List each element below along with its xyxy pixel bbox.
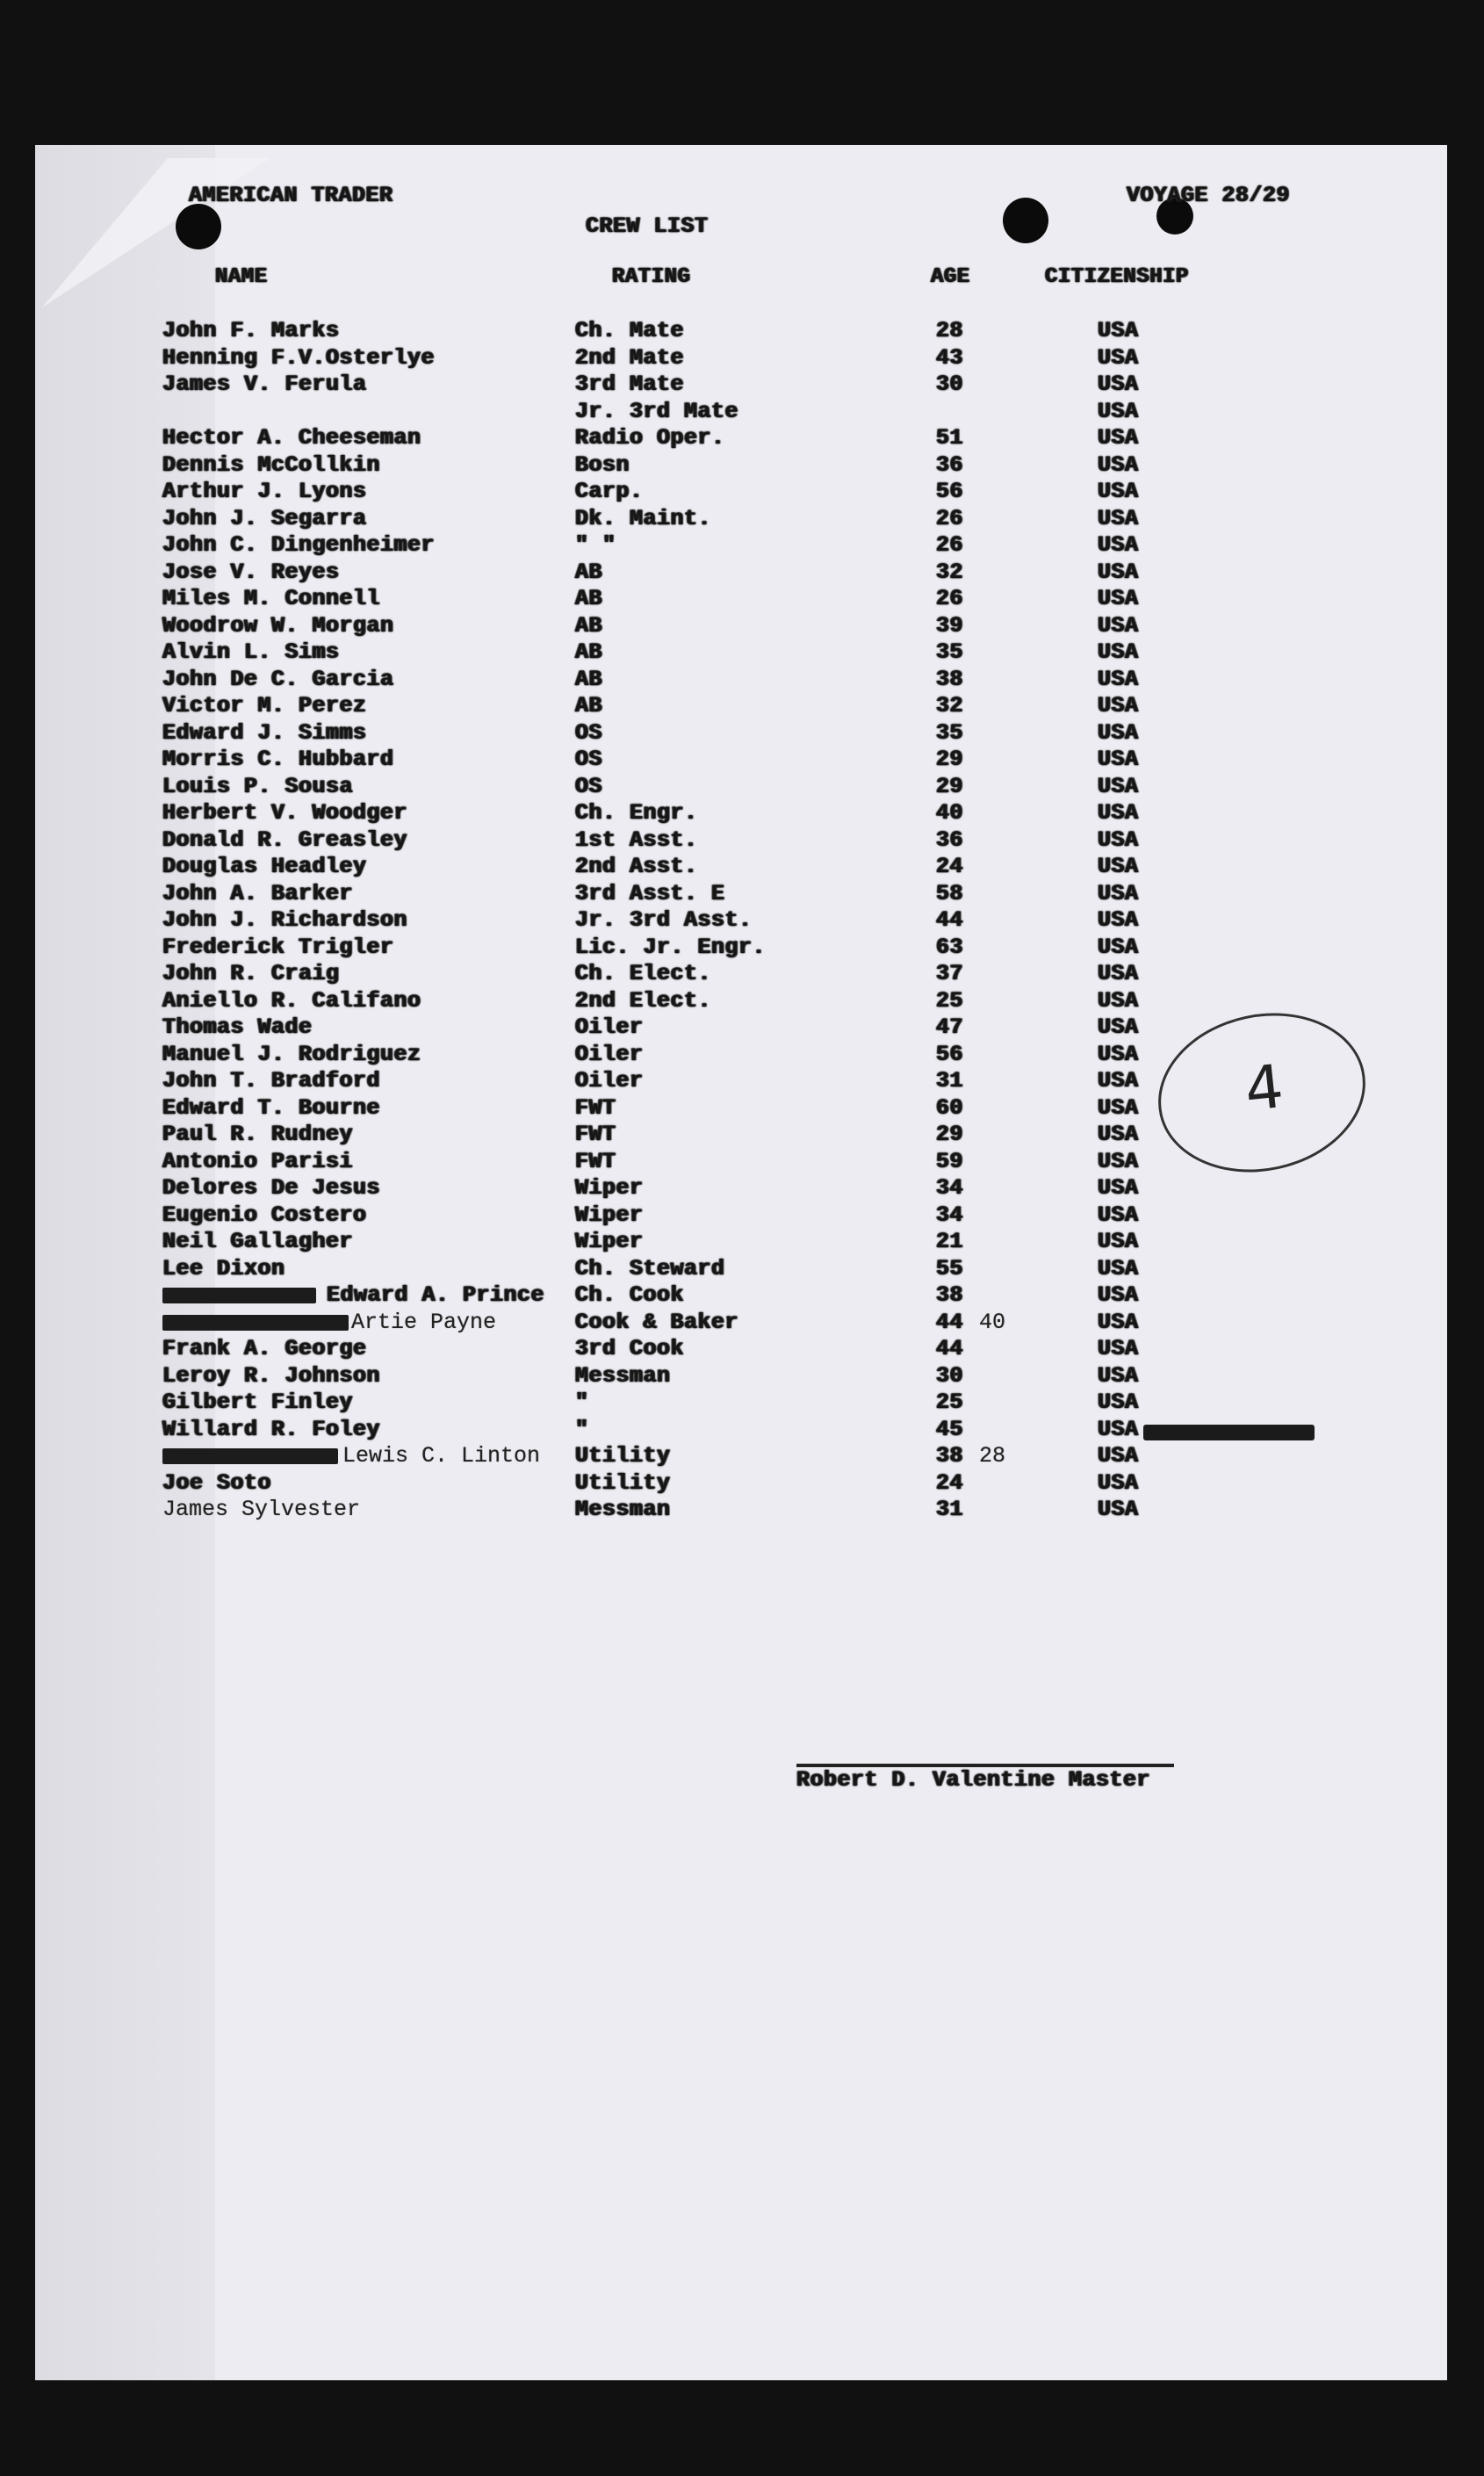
crew-name: Aniello R. Califano (162, 987, 421, 1014)
crew-citizenship: USA (1098, 1175, 1139, 1201)
crew-name: Paul R. Rudney (162, 1122, 354, 1147)
crew-citizenship: USA (1098, 1148, 1139, 1174)
crew-age-corrected: 28 (979, 1443, 1006, 1469)
crew-rating: AB (575, 559, 603, 585)
crew-rating: OS (575, 773, 603, 799)
crew-name: Donald R. Greasley (162, 827, 408, 853)
crew-rating: Bosn (575, 451, 630, 478)
crew-age: 31 (936, 1497, 964, 1522)
crew-rating: FWT (575, 1094, 616, 1121)
ship-name: AMERICAN TRADER (189, 183, 393, 208)
crew-name: Victor M. Perez (162, 693, 367, 718)
crew-citizenship: USA (1098, 318, 1139, 343)
crew-rating: FWT (575, 1148, 616, 1174)
table-row (0, 961, 1484, 987)
crew-rating: Dk. Maint. (575, 505, 712, 531)
crew-citizenship: USA (1098, 773, 1139, 799)
crew-citizenship: USA (1098, 827, 1139, 853)
struck-out-text (162, 1288, 316, 1303)
crew-rating: Messman (575, 1362, 671, 1389)
crew-citizenship: USA (1098, 800, 1139, 826)
crew-age: 21 (936, 1229, 964, 1254)
master-signature: Robert D. Valentine Master (796, 1767, 1151, 1793)
crew-rating: Jr. 3rd Mate (575, 398, 739, 424)
crew-rating: AB (575, 612, 603, 639)
crew-age: 29 (936, 773, 964, 799)
crew-age: 63 (936, 934, 964, 960)
table-row (0, 1256, 1484, 1282)
crew-age: 44 (936, 1309, 964, 1335)
crew-rating: 2nd Elect. (575, 987, 712, 1014)
crew-name: John J. Richardson (162, 907, 408, 933)
table-row (0, 613, 1484, 639)
crew-citizenship: USA (1098, 479, 1139, 504)
crew-age: 29 (936, 1122, 964, 1147)
crew-citizenship: USA (1098, 1336, 1139, 1361)
crew-age: 56 (936, 1041, 964, 1067)
crew-citizenship: USA (1098, 1362, 1139, 1389)
crew-name: Douglas Headley (162, 854, 367, 879)
crew-age: 43 (936, 344, 964, 371)
crew-age-corrected: 40 (979, 1309, 1006, 1335)
crew-citizenship: USA (1098, 747, 1139, 772)
table-row (0, 639, 1484, 666)
crew-name: Lee Dixon (162, 1255, 285, 1281)
crew-name: Artie Payne (351, 1309, 497, 1335)
crew-name: Edward A. Prince (327, 1282, 545, 1308)
crew-age: 38 (936, 666, 964, 692)
voyage-number: VOYAGE 28/29 (1127, 183, 1291, 208)
crew-citizenship: USA (1098, 1390, 1139, 1415)
crew-name: Dennis McCollkin (162, 451, 381, 478)
table-row (0, 1310, 1484, 1336)
table-row (0, 532, 1484, 559)
crew-name: Edward T. Bourne (162, 1094, 381, 1121)
crew-age: 32 (936, 559, 964, 585)
crew-rating: Oiler (575, 1014, 644, 1040)
crew-rating: " (575, 1416, 589, 1442)
table-row (0, 747, 1484, 773)
crew-name: John A. Barker (162, 880, 354, 906)
table-row (0, 1229, 1484, 1255)
crew-name: Arthur J. Lyons (162, 479, 367, 504)
table-row (0, 372, 1484, 398)
crew-name: Edward J. Simms (162, 719, 367, 746)
table-row (0, 586, 1484, 612)
table-row (0, 988, 1484, 1014)
crew-age: 44 (936, 907, 964, 933)
crew-name: Morris C. Hubbard (162, 747, 394, 772)
crew-age: 47 (936, 1014, 964, 1040)
table-row (0, 854, 1484, 880)
crew-citizenship: USA (1098, 505, 1139, 531)
table-row (0, 1175, 1484, 1202)
table-row (0, 1497, 1484, 1523)
column-header-age: AGE (931, 265, 970, 289)
crew-citizenship: USA (1098, 1282, 1139, 1308)
table-row (0, 907, 1484, 934)
crew-age: 26 (936, 532, 964, 558)
crew-age: 56 (936, 479, 964, 504)
crew-rating: Ch. Engr. (575, 800, 698, 826)
crew-age: 32 (936, 693, 964, 718)
crew-name: Miles M. Connell (162, 586, 381, 611)
crew-citizenship: USA (1098, 1255, 1139, 1281)
crew-name: Henning F.V.Osterlye (162, 344, 436, 371)
table-row (0, 667, 1484, 693)
punch-hole-center (1003, 198, 1048, 243)
crew-age: 58 (936, 880, 964, 906)
crew-rating: Messman (575, 1497, 671, 1522)
crew-name: Delores De Jesus (162, 1175, 381, 1201)
crew-name: Thomas Wade (162, 1014, 313, 1040)
crew-rating: Utility (575, 1469, 671, 1496)
table-row (0, 479, 1484, 505)
crew-age: 35 (936, 719, 964, 746)
table-row (0, 345, 1484, 372)
crew-name: Leroy R. Johnson (162, 1362, 381, 1389)
crew-citizenship: USA (1098, 1229, 1139, 1254)
crew-age: 55 (936, 1255, 964, 1281)
crew-age: 36 (936, 827, 964, 853)
table-row (0, 1202, 1484, 1229)
table-row (0, 774, 1484, 800)
crew-age: 26 (936, 586, 964, 611)
crew-rating: OS (575, 719, 603, 746)
crew-rating: 2nd Mate (575, 344, 685, 371)
crew-citizenship: USA (1098, 961, 1139, 986)
crew-age: 39 (936, 612, 964, 639)
table-row (0, 318, 1484, 344)
crew-rating: 3rd Cook (575, 1336, 685, 1361)
crew-rating: 3rd Asst. E (575, 880, 725, 906)
crew-name: Antonio Parisi (162, 1148, 354, 1174)
table-row (0, 1363, 1484, 1390)
crew-name: Herbert V. Woodger (162, 800, 408, 826)
crew-rating: " " (575, 532, 616, 558)
table-row (0, 399, 1484, 425)
crew-citizenship: USA (1098, 1014, 1139, 1040)
crew-rating: AB (575, 693, 603, 718)
crew-rating: Oiler (575, 1041, 644, 1067)
crew-rating: FWT (575, 1122, 616, 1147)
crew-name: Frederick Trigler (162, 934, 394, 960)
table-row (0, 1282, 1484, 1309)
table-row (0, 881, 1484, 907)
crew-name: John F. Marks (162, 318, 340, 343)
struck-out-text (162, 1315, 349, 1331)
column-header-rating: RATING (612, 265, 691, 289)
crew-age: 36 (936, 451, 964, 478)
crew-name: John De C. Garcia (162, 666, 394, 692)
crew-citizenship: USA (1098, 532, 1139, 558)
crew-citizenship: USA (1098, 425, 1139, 451)
crew-age: 35 (936, 639, 964, 665)
crew-age: 59 (936, 1148, 964, 1174)
crew-citizenship: USA (1098, 693, 1139, 718)
crew-name: Willard R. Foley (162, 1416, 381, 1442)
crew-citizenship: USA (1098, 987, 1139, 1014)
crew-rating: AB (575, 666, 603, 692)
crew-name: Woodrow W. Morgan (162, 612, 394, 639)
table-row (0, 1336, 1484, 1362)
crew-age: 34 (936, 1202, 964, 1228)
crew-name: Jose V. Reyes (162, 559, 340, 585)
column-header-name: NAME (215, 265, 268, 289)
table-row (0, 506, 1484, 532)
crew-citizenship: USA (1098, 1497, 1139, 1522)
crew-name: Manuel J. Rodriguez (162, 1041, 421, 1067)
crew-citizenship: USA (1098, 1094, 1139, 1121)
crew-rating: AB (575, 639, 603, 665)
table-row (0, 1390, 1484, 1416)
redacted-text (1143, 1425, 1315, 1440)
crew-citizenship: USA (1098, 666, 1139, 692)
crew-rating: Utility (575, 1443, 671, 1469)
crew-citizenship: USA (1098, 1202, 1139, 1228)
crew-citizenship: USA (1098, 854, 1139, 879)
crew-name: Alvin L. Sims (162, 639, 340, 665)
crew-citizenship: USA (1098, 1469, 1139, 1496)
crew-age: 44 (936, 1336, 964, 1361)
crew-citizenship: USA (1098, 907, 1139, 933)
crew-name: John T. Bradford (162, 1068, 381, 1094)
crew-age: 38 (936, 1282, 964, 1308)
crew-rating: Cook & Baker (575, 1309, 739, 1335)
table-row (0, 452, 1484, 479)
crew-citizenship: USA (1098, 372, 1139, 397)
punch-hole-left (176, 204, 221, 249)
table-row (0, 827, 1484, 854)
crew-citizenship: USA (1098, 344, 1139, 371)
crew-citizenship: USA (1098, 1443, 1139, 1469)
crew-citizenship: USA (1098, 1122, 1139, 1147)
crew-rating: Jr. 3rd Asst. (575, 907, 753, 933)
table-row (0, 1443, 1484, 1469)
crew-citizenship: USA (1098, 1068, 1139, 1094)
crew-name: Neil Gallagher (162, 1229, 354, 1254)
crew-rating: Ch. Elect. (575, 961, 712, 986)
crew-name: John J. Segarra (162, 505, 367, 531)
table-row (0, 1470, 1484, 1497)
crew-age: 37 (936, 961, 964, 986)
crew-rating: 3rd Mate (575, 372, 685, 397)
table-row (0, 559, 1484, 586)
table-row (0, 720, 1484, 747)
crew-citizenship: USA (1098, 1416, 1139, 1442)
table-row (0, 693, 1484, 719)
crew-name: Joe Soto (162, 1469, 272, 1496)
crew-citizenship: USA (1098, 1041, 1139, 1067)
crew-rating: AB (575, 586, 603, 611)
crew-age: 28 (936, 318, 964, 343)
crew-age: 26 (936, 505, 964, 531)
crew-age: 40 (936, 800, 964, 826)
crew-age: 30 (936, 1362, 964, 1389)
struck-out-text (162, 1448, 338, 1464)
crew-citizenship: USA (1098, 719, 1139, 746)
crew-name: Eugenio Costero (162, 1202, 367, 1228)
column-header-citizenship: CITIZENSHIP (1045, 265, 1189, 289)
crew-name: John C. Dingenheimer (162, 532, 436, 558)
table-row (0, 425, 1484, 451)
crew-citizenship: USA (1098, 451, 1139, 478)
crew-name: John R. Craig (162, 961, 340, 986)
crew-rating: Wiper (575, 1202, 644, 1228)
crew-name: Hector A. Cheeseman (162, 425, 421, 451)
crew-age: 25 (936, 987, 964, 1014)
crew-age: 25 (936, 1390, 964, 1415)
crew-citizenship: USA (1098, 586, 1139, 611)
crew-age: 60 (936, 1094, 964, 1121)
crew-rating: Wiper (575, 1229, 644, 1254)
crew-name: James Sylvester (162, 1497, 361, 1522)
table-row (0, 800, 1484, 827)
crew-age: 34 (936, 1175, 964, 1201)
crew-name: Lewis C. Linton (342, 1443, 541, 1469)
crew-rating: Ch. Cook (575, 1282, 685, 1308)
crew-citizenship: USA (1098, 398, 1139, 424)
crew-age: 31 (936, 1068, 964, 1094)
crew-age: 51 (936, 425, 964, 451)
crew-citizenship: USA (1098, 612, 1139, 639)
crew-rating: Ch. Mate (575, 318, 685, 343)
crew-age: 29 (936, 747, 964, 772)
crew-age: 30 (936, 372, 964, 397)
crew-rating: Oiler (575, 1068, 644, 1094)
document-title: CREW LIST (586, 213, 709, 239)
crew-rating: Lic. Jr. Engr. (575, 934, 767, 960)
crew-age: 24 (936, 1469, 964, 1496)
crew-age: 38 (936, 1443, 964, 1469)
crew-rating: " (575, 1390, 589, 1415)
crew-citizenship: USA (1098, 1309, 1139, 1335)
crew-rating: Carp. (575, 479, 644, 504)
crew-citizenship: USA (1098, 639, 1139, 665)
crew-citizenship: USA (1098, 559, 1139, 585)
crew-rating: 1st Asst. (575, 827, 698, 853)
crew-rating: Radio Oper. (575, 425, 725, 451)
crew-name: James V. Ferula (162, 372, 367, 397)
crew-rating: OS (575, 747, 603, 772)
crew-age: 45 (936, 1416, 964, 1442)
crew-name: Gilbert Finley (162, 1390, 354, 1415)
circled-number: 4 (1241, 1051, 1287, 1126)
crew-name: Louis P. Sousa (162, 773, 354, 799)
crew-rating: Wiper (575, 1175, 644, 1201)
table-row (0, 935, 1484, 961)
crew-rating: 2nd Asst. (575, 854, 698, 879)
crew-age: 24 (936, 854, 964, 879)
crew-citizenship: USA (1098, 934, 1139, 960)
crew-name: Frank A. George (162, 1336, 367, 1361)
crew-rating: Ch. Steward (575, 1255, 725, 1281)
crew-citizenship: USA (1098, 880, 1139, 906)
